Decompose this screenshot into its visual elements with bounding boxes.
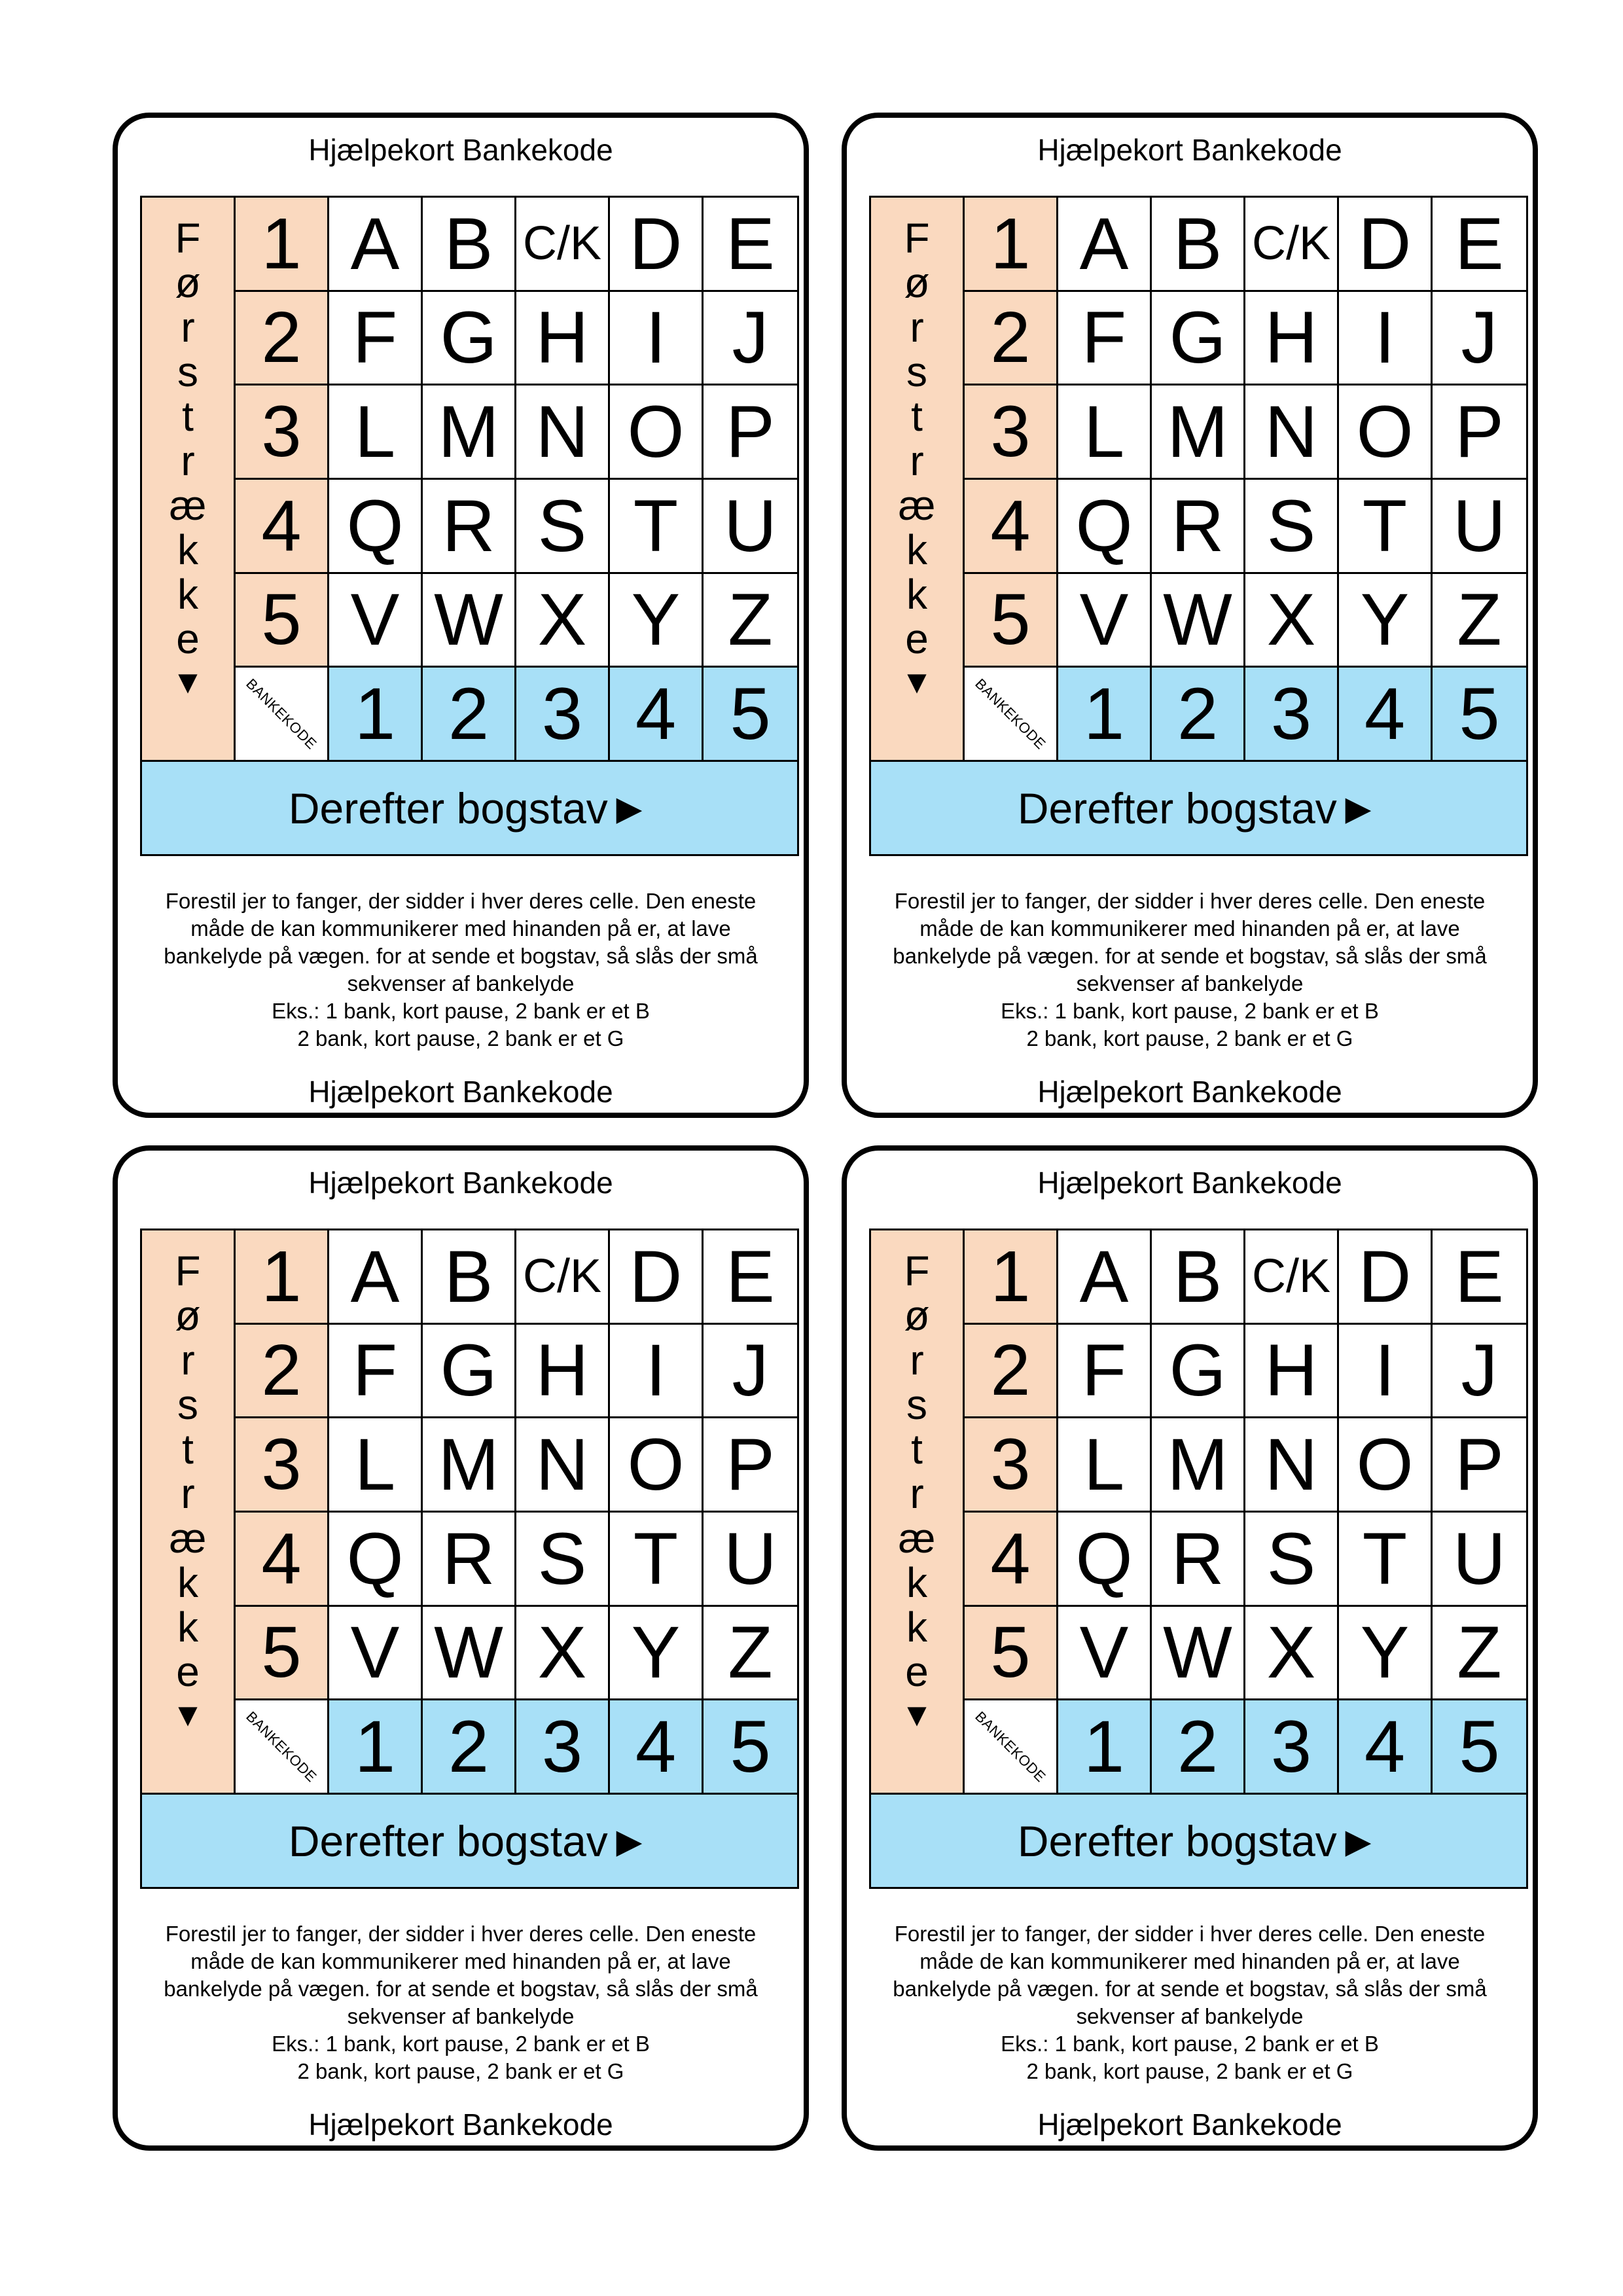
- column-number: 1: [329, 668, 423, 762]
- card-title: Hjælpekort Bankekode: [1037, 133, 1342, 167]
- row-number: 1: [965, 198, 1058, 292]
- letter-cell: H: [516, 292, 610, 386]
- vertical-label-char: ø: [175, 259, 201, 306]
- vertical-label-char: æ: [898, 1515, 936, 1562]
- row-number: 2: [965, 292, 1058, 386]
- column-number: 5: [704, 1700, 797, 1795]
- row-number: 4: [965, 480, 1058, 574]
- row-number: 4: [236, 1513, 329, 1607]
- letter-cell: H: [1245, 292, 1339, 386]
- column-number: 3: [516, 668, 610, 762]
- letter-cell: O: [1339, 386, 1433, 480]
- letter-cell: S: [1245, 1513, 1339, 1607]
- letter-cell: I: [1339, 1325, 1433, 1419]
- row-number: 1: [236, 1230, 329, 1325]
- vertical-label-char: k: [177, 571, 198, 618]
- letter-cell: Y: [610, 1607, 704, 1701]
- column-number: 3: [1245, 1700, 1339, 1795]
- letter-cell: X: [1245, 574, 1339, 668]
- card-description: [131, 1920, 791, 2085]
- column-number: 4: [1339, 1700, 1433, 1795]
- letter-cell: C/K: [1245, 198, 1339, 292]
- row-number: 4: [236, 480, 329, 574]
- letter-cell: T: [610, 1513, 704, 1607]
- letter-cell: T: [610, 480, 704, 574]
- vertical-label-char: e: [176, 615, 200, 662]
- letter-cell: U: [1433, 1513, 1526, 1607]
- vertical-label-char: r: [181, 304, 195, 351]
- column-number: 2: [423, 668, 516, 762]
- row-number: 2: [965, 1325, 1058, 1419]
- column-number: 4: [610, 668, 704, 762]
- letter-cell: U: [704, 1513, 797, 1607]
- row-number: 2: [236, 1325, 329, 1419]
- letter-cell: V: [1058, 1607, 1152, 1701]
- description-line: måde de kan kommunikerer med hinanden på er, at lave: [919, 916, 1460, 941]
- letter-cell: L: [329, 1418, 423, 1513]
- vertical-label-char: r: [910, 304, 924, 351]
- letter-cell: E: [1433, 198, 1526, 292]
- letter-cell: N: [516, 386, 610, 480]
- description-line: Eks.: 1 bank, kort pause, 2 bank er et B: [272, 999, 650, 1023]
- letter-cell: A: [329, 198, 423, 292]
- letter-cell: H: [1245, 1325, 1339, 1419]
- letter-cell: G: [423, 292, 516, 386]
- letter-cell: R: [423, 1513, 516, 1607]
- letter-cell: F: [329, 292, 423, 386]
- card-footer: Hjælpekort Bankekode: [1037, 1075, 1342, 1109]
- vertical-label-char: k: [177, 526, 198, 573]
- description-line: 2 bank, kort pause, 2 bank er et G: [297, 1026, 624, 1050]
- description-line: sekvenser af bankelyde: [347, 2004, 575, 2028]
- letter-cell: N: [516, 1418, 610, 1513]
- vertical-label-char: k: [177, 1559, 198, 1606]
- vertical-label-char: r: [910, 1336, 924, 1384]
- description-line: 2 bank, kort pause, 2 bank er et G: [297, 2059, 624, 2083]
- letter-cell: A: [1058, 198, 1152, 292]
- row-number: 5: [236, 574, 329, 668]
- bankekode-stamp: [236, 1700, 329, 1795]
- letter-cell: L: [329, 386, 423, 480]
- vertical-label-char: F: [904, 215, 930, 262]
- letter-cell: Q: [1058, 1513, 1152, 1607]
- vertical-label-char: r: [181, 1336, 195, 1384]
- letter-cell: F: [1058, 292, 1152, 386]
- row-number: 4: [965, 1513, 1058, 1607]
- description-line: Eks.: 1 bank, kort pause, 2 bank er et B: [272, 2032, 650, 2056]
- vertical-label-char: r: [181, 437, 195, 484]
- letter-cell: A: [1058, 1230, 1152, 1325]
- letter-cell: V: [1058, 574, 1152, 668]
- letter-cell: O: [610, 386, 704, 480]
- card-title: Hjælpekort Bankekode: [308, 1166, 613, 1200]
- column-number: 2: [1152, 668, 1245, 762]
- letter-cell: I: [610, 292, 704, 386]
- letter-cell: G: [1152, 1325, 1245, 1419]
- first-row-vertical-label: [142, 1230, 236, 1795]
- card-description: [860, 1920, 1520, 2085]
- letter-cell: F: [1058, 1325, 1152, 1419]
- down-arrow-icon: ▼: [171, 1696, 204, 1733]
- letter-cell: X: [516, 574, 610, 668]
- letter-cell: M: [1152, 1418, 1245, 1513]
- letter-cell: E: [704, 198, 797, 292]
- letter-cell: B: [423, 1230, 516, 1325]
- letter-cell: H: [516, 1325, 610, 1419]
- tap-code-grid: [140, 1229, 799, 1889]
- description-line: Forestil jer to fanger, der sidder i hver deres celle. Den eneste: [894, 889, 1486, 913]
- letter-cell: J: [1433, 1325, 1526, 1419]
- letter-cell: X: [1245, 1607, 1339, 1701]
- letter-cell: D: [610, 1230, 704, 1325]
- help-card: [113, 1145, 809, 2151]
- letter-cell: J: [704, 292, 797, 386]
- letter-cell: D: [1339, 1230, 1433, 1325]
- column-number: 2: [423, 1700, 516, 1795]
- letter-cell: P: [704, 1418, 797, 1513]
- card-description: [860, 888, 1520, 1052]
- letter-cell: N: [1245, 386, 1339, 480]
- letter-cell: F: [329, 1325, 423, 1419]
- column-number: 2: [1152, 1700, 1245, 1795]
- description-line: Forestil jer to fanger, der sidder i hver deres celle. Den eneste: [165, 1922, 757, 1946]
- vertical-label-char: æ: [898, 482, 936, 529]
- vertical-label-char: r: [181, 1470, 195, 1517]
- vertical-label-char: k: [906, 526, 927, 573]
- letter-cell: C/K: [516, 1230, 610, 1325]
- description-line: sekvenser af bankelyde: [347, 971, 575, 996]
- letter-cell: T: [1339, 480, 1433, 574]
- stamp-text: BANKEKODE: [243, 1708, 321, 1785]
- down-arrow-icon: ▼: [171, 664, 204, 700]
- row-number: 3: [965, 1418, 1058, 1513]
- letter-cell: Y: [610, 574, 704, 668]
- letter-cell: Z: [704, 1607, 797, 1701]
- description-line: bankelyde på vægen. for at sende et bogstav, så slås der små: [893, 944, 1487, 968]
- letter-cell: J: [704, 1325, 797, 1419]
- then-letter-banner: Derefter bogstav►: [142, 1795, 797, 1887]
- column-number: 4: [610, 1700, 704, 1795]
- letter-cell: J: [1433, 292, 1526, 386]
- vertical-label-char: t: [182, 393, 194, 440]
- letter-cell: Z: [1433, 1607, 1526, 1701]
- letter-cell: A: [329, 1230, 423, 1325]
- letter-cell: V: [329, 1607, 423, 1701]
- column-number: 5: [1433, 668, 1526, 762]
- column-number: 5: [704, 668, 797, 762]
- description-line: måde de kan kommunikerer med hinanden på er, at lave: [190, 916, 731, 941]
- column-number: 1: [1058, 1700, 1152, 1795]
- description-line: sekvenser af bankelyde: [1076, 971, 1304, 996]
- letter-cell: O: [1339, 1418, 1433, 1513]
- letter-cell: W: [1152, 574, 1245, 668]
- vertical-label-char: s: [177, 348, 198, 395]
- column-number: 5: [1433, 1700, 1526, 1795]
- vertical-label-char: e: [176, 1648, 200, 1695]
- vertical-label-char: r: [910, 437, 924, 484]
- letter-cell: C/K: [1245, 1230, 1339, 1325]
- letter-cell: S: [1245, 480, 1339, 574]
- column-number: 3: [1245, 668, 1339, 762]
- card-footer: Hjælpekort Bankekode: [1037, 2108, 1342, 2142]
- letter-cell: G: [1152, 292, 1245, 386]
- vertical-label-char: æ: [169, 1515, 207, 1562]
- description-line: 2 bank, kort pause, 2 bank er et G: [1026, 2059, 1353, 2083]
- help-card: [113, 113, 809, 1118]
- description-line: Forestil jer to fanger, der sidder i hver deres celle. Den eneste: [894, 1922, 1486, 1946]
- letter-cell: W: [423, 1607, 516, 1701]
- letter-cell: Y: [1339, 1607, 1433, 1701]
- column-number: 3: [516, 1700, 610, 1795]
- vertical-label-char: k: [906, 1559, 927, 1606]
- letter-cell: B: [423, 198, 516, 292]
- letter-cell: W: [423, 574, 516, 668]
- vertical-label-char: e: [905, 615, 929, 662]
- letter-cell: G: [423, 1325, 516, 1419]
- column-number: 4: [1339, 668, 1433, 762]
- letter-cell: N: [1245, 1418, 1339, 1513]
- row-number: 5: [236, 1607, 329, 1701]
- tap-code-grid: [140, 196, 799, 856]
- description-line: bankelyde på vægen. for at sende et bogstav, så slås der små: [164, 1977, 758, 2001]
- tap-code-grid: [869, 196, 1528, 856]
- stamp-text: BANKEKODE: [972, 1708, 1050, 1785]
- letter-cell: I: [1339, 292, 1433, 386]
- letter-cell: D: [610, 198, 704, 292]
- vertical-label-char: F: [175, 215, 201, 262]
- letter-cell: U: [704, 480, 797, 574]
- letter-cell: R: [1152, 1513, 1245, 1607]
- column-number: 1: [329, 1700, 423, 1795]
- description-line: sekvenser af bankelyde: [1076, 2004, 1304, 2028]
- vertical-label-char: ø: [175, 1292, 201, 1339]
- then-letter-banner: Derefter bogstav►: [871, 1795, 1526, 1887]
- description-line: Eks.: 1 bank, kort pause, 2 bank er et B: [1001, 2032, 1379, 2056]
- letter-cell: O: [610, 1418, 704, 1513]
- description-line: 2 bank, kort pause, 2 bank er et G: [1026, 1026, 1353, 1050]
- row-number: 1: [236, 198, 329, 292]
- vertical-label-char: k: [906, 571, 927, 618]
- vertical-label-char: k: [906, 1604, 927, 1651]
- down-arrow-icon: ▼: [901, 1696, 933, 1733]
- letter-cell: Q: [329, 480, 423, 574]
- row-number: 3: [236, 386, 329, 480]
- vertical-label-char: F: [175, 1247, 201, 1295]
- letter-cell: L: [1058, 1418, 1152, 1513]
- down-arrow-icon: ▼: [901, 664, 933, 700]
- letter-cell: Q: [329, 1513, 423, 1607]
- description-line: måde de kan kommunikerer med hinanden på er, at lave: [919, 1949, 1460, 1973]
- letter-cell: U: [1433, 480, 1526, 574]
- help-card: [842, 113, 1538, 1118]
- letter-cell: B: [1152, 1230, 1245, 1325]
- letter-cell: W: [1152, 1607, 1245, 1701]
- vertical-label-char: s: [177, 1381, 198, 1428]
- vertical-label-char: s: [906, 1381, 927, 1428]
- card-description: [131, 888, 791, 1052]
- vertical-label-char: s: [906, 348, 927, 395]
- card-footer: Hjælpekort Bankekode: [308, 2108, 613, 2142]
- row-number: 3: [236, 1418, 329, 1513]
- card-title: Hjælpekort Bankekode: [308, 133, 613, 167]
- vertical-label-char: t: [182, 1426, 194, 1473]
- stamp-text: BANKEKODE: [243, 675, 321, 753]
- vertical-label-char: ø: [904, 259, 930, 306]
- card-title: Hjælpekort Bankekode: [1037, 1166, 1342, 1200]
- row-number: 3: [965, 386, 1058, 480]
- first-row-vertical-label: [871, 1230, 965, 1795]
- vertical-label-char: k: [177, 1604, 198, 1651]
- letter-cell: B: [1152, 198, 1245, 292]
- first-row-vertical-label: [871, 198, 965, 762]
- then-letter-banner: Derefter bogstav►: [142, 762, 797, 854]
- then-letter-banner: Derefter bogstav►: [871, 762, 1526, 854]
- letter-cell: M: [423, 1418, 516, 1513]
- card-footer: Hjælpekort Bankekode: [308, 1075, 613, 1109]
- description-line: bankelyde på vægen. for at sende et bogstav, så slås der små: [164, 944, 758, 968]
- letter-cell: L: [1058, 386, 1152, 480]
- letter-cell: D: [1339, 198, 1433, 292]
- letter-cell: M: [1152, 386, 1245, 480]
- letter-cell: V: [329, 574, 423, 668]
- letter-cell: M: [423, 386, 516, 480]
- vertical-label-char: t: [911, 1426, 923, 1473]
- help-card: [842, 1145, 1538, 2151]
- first-row-vertical-label: [142, 198, 236, 762]
- vertical-label-char: e: [905, 1648, 929, 1695]
- row-number: 5: [965, 1607, 1058, 1701]
- letter-cell: C/K: [516, 198, 610, 292]
- tap-code-grid: [869, 1229, 1528, 1889]
- row-number: 2: [236, 292, 329, 386]
- row-number: 5: [965, 574, 1058, 668]
- vertical-label-char: r: [910, 1470, 924, 1517]
- letter-cell: Z: [1433, 574, 1526, 668]
- description-line: Forestil jer to fanger, der sidder i hver deres celle. Den eneste: [165, 889, 757, 913]
- letter-cell: E: [704, 1230, 797, 1325]
- vertical-label-char: F: [904, 1247, 930, 1295]
- letter-cell: X: [516, 1607, 610, 1701]
- stamp-text: BANKEKODE: [972, 675, 1050, 753]
- letter-cell: Z: [704, 574, 797, 668]
- bankekode-stamp: [236, 668, 329, 762]
- letter-cell: I: [610, 1325, 704, 1419]
- vertical-label-char: ø: [904, 1292, 930, 1339]
- description-line: måde de kan kommunikerer med hinanden på er, at lave: [190, 1949, 731, 1973]
- letter-cell: Y: [1339, 574, 1433, 668]
- letter-cell: P: [704, 386, 797, 480]
- letter-cell: S: [516, 480, 610, 574]
- description-line: bankelyde på vægen. for at sende et bogstav, så slås der små: [893, 1977, 1487, 2001]
- letter-cell: P: [1433, 386, 1526, 480]
- row-number: 1: [965, 1230, 1058, 1325]
- letter-cell: E: [1433, 1230, 1526, 1325]
- letter-cell: P: [1433, 1418, 1526, 1513]
- column-number: 1: [1058, 668, 1152, 762]
- letter-cell: Q: [1058, 480, 1152, 574]
- letter-cell: S: [516, 1513, 610, 1607]
- bankekode-stamp: [965, 668, 1058, 762]
- letter-cell: T: [1339, 1513, 1433, 1607]
- description-line: Eks.: 1 bank, kort pause, 2 bank er et B: [1001, 999, 1379, 1023]
- vertical-label-char: æ: [169, 482, 207, 529]
- letter-cell: R: [423, 480, 516, 574]
- letter-cell: R: [1152, 480, 1245, 574]
- vertical-label-char: t: [911, 393, 923, 440]
- bankekode-stamp: [965, 1700, 1058, 1795]
